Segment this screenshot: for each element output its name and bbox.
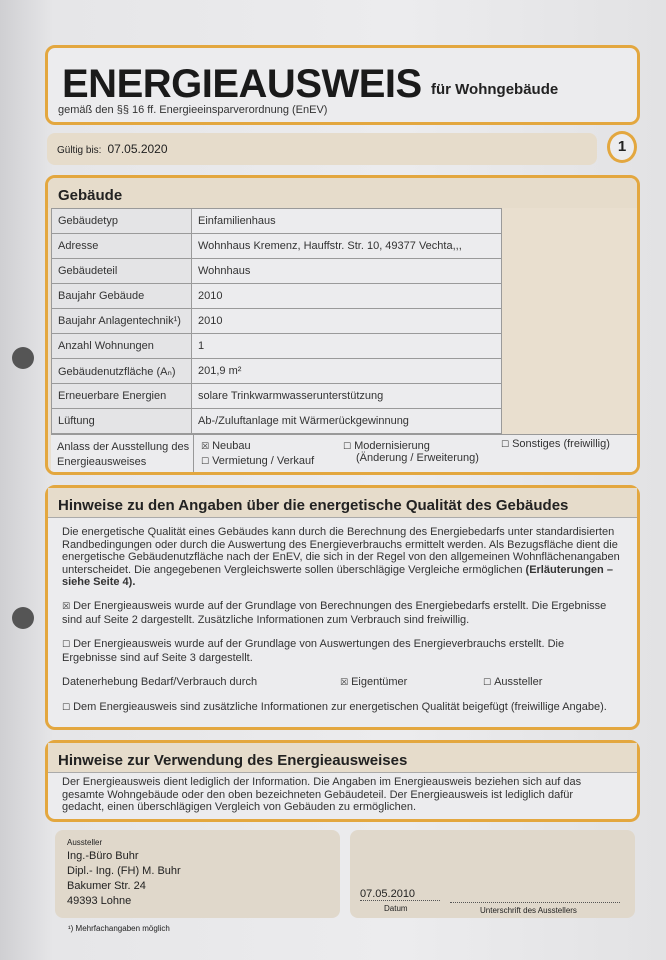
checkbox-icon[interactable]: ☐ [62, 703, 71, 713]
option-owner[interactable]: ☒ Eigentümer [340, 676, 408, 688]
issuer-line: 49393 Lohne [67, 895, 132, 907]
option-vermietung[interactable] [201, 455, 314, 467]
row-label: Baujahr Anlagentechnik¹) [52, 309, 192, 334]
reason-label: Anlass der Ausstellung des Energieausweises [57, 441, 190, 468]
checkbox-icon[interactable]: ☐ [62, 640, 71, 650]
checkbox-checked-icon[interactable]: ☒ [340, 678, 349, 688]
punch-hole [12, 347, 34, 369]
quality-section [45, 485, 640, 730]
table-row [52, 234, 502, 259]
row-value: 2010 [192, 309, 502, 334]
row-label: Anzahl Wohnungen [52, 334, 192, 359]
checkbox-icon[interactable]: ☐ [501, 440, 510, 450]
usage-section [45, 740, 640, 822]
table-row [52, 209, 502, 234]
option-neubau[interactable] [201, 440, 251, 452]
building-section [45, 175, 640, 475]
row-value: Wohnhaus Kremenz, Hauffstr. Str. 10, 49377 Vechta,,, [192, 234, 502, 259]
document-subtitle: für Wohngebäude [431, 81, 559, 98]
page-number: 1 [607, 131, 637, 163]
option-modernisierung[interactable] [343, 440, 479, 464]
option-energy-demand[interactable]: ☒ Der Energieausweis wurde auf der Grundlage von Berechnungen des Energiebedarfs erstellt. Die Ergebnisse sind auf Seite 2 dargestellt. Zusätzliche Informationen zum Verbrauch sind freiwillig. [62, 600, 607, 626]
issuer-label: Aussteller [67, 838, 103, 847]
option-sonstiges[interactable] [501, 438, 610, 450]
issuer-line: Dipl.- Ing. (FH) M. Buhr [67, 865, 181, 877]
table-row [52, 334, 502, 359]
signature-box [350, 830, 635, 918]
checkbox-icon[interactable]: ☐ [483, 678, 492, 688]
row-value: 1 [192, 334, 502, 359]
section-heading: Gebäude [48, 178, 637, 208]
table-row [52, 309, 502, 334]
row-label: Gebäudeteil [52, 259, 192, 284]
row-value: Ab-/Zuluftanlage mit Wärmerückgewinnung [192, 409, 502, 434]
building-table [51, 208, 502, 434]
option-label: Sonstiges (freiwillig) [512, 438, 610, 450]
issuer-line: Bakumer Str. 24 [67, 880, 146, 892]
table-row [52, 359, 502, 384]
row-value: Einfamilienhaus [192, 209, 502, 234]
row-value: 201,9 m² [192, 359, 502, 384]
checkbox-icon[interactable]: ☐ [201, 457, 210, 467]
option-sublabel: (Änderung / Erweiterung) [356, 452, 479, 464]
document-title: ENERGIEAUSWEIS [62, 62, 422, 106]
row-label: Erneuerbare Energien [52, 384, 192, 409]
row-label: Lüftung [52, 409, 192, 434]
section-heading: Hinweise zu den Angaben über die energetische Qualität des Gebäudes [48, 488, 637, 518]
row-label: Adresse [52, 234, 192, 259]
row-label: Baujahr Gebäude [52, 284, 192, 309]
row-value: solare Trinkwarmwasserunterstützung [192, 384, 502, 409]
document-header [45, 45, 640, 125]
row-label: Gebäudenutzfläche (Aₙ) [52, 359, 192, 384]
reason-row [51, 434, 638, 472]
issuer-box [55, 830, 340, 918]
option-label: Neubau [212, 440, 251, 452]
data-collection-label: Datenerhebung Bedarf/Verbrauch durch [62, 676, 258, 688]
option-label: Modernisierung [354, 440, 430, 452]
option-energy-consumption[interactable]: ☐ Der Energieausweis wurde auf der Grundlage von Auswertungen des Energieverbrauchs erstellt. Die Ergebnisse sind auf Seite 3 dargestellt. [62, 638, 565, 664]
signature-label: Unterschrift des Ausstellers [480, 906, 577, 915]
validity-bar [47, 133, 597, 165]
option-label: Vermietung / Verkauf [212, 455, 315, 467]
row-label: Gebäudetyp [52, 209, 192, 234]
checkbox-checked-icon[interactable]: ☒ [62, 602, 71, 612]
option-additional-info[interactable]: ☐ Dem Energieausweis sind zusätzliche Informationen zur energetischen Qualität beigefügt (freiwillige Angabe). [62, 701, 607, 713]
regulation-text: gemäß den §§ 16 ff. Energieeinsparverordnung (EnEV) [58, 104, 328, 116]
validity-label: Gültig bis: [57, 145, 102, 156]
table-row [52, 384, 502, 409]
section-heading: Hinweise zur Verwendung des Energieausweises [48, 743, 637, 773]
intro-text: Die energetische Qualität eines Gebäudes kann durch die Berechnung des Energiebedarfs unter standardisierten Randbedingungen oder durch die Auswertung des Energieverbrauchs ermittelt werden. Als Bezugsfläche dient die energetische Gebäudenutzfläche nach der EnEV, die sich in der Regel von den allgemeinen Wohnflächenangaben unterscheidet. Die angegebenen Vergleichswerte sollen überschlägige Vergleiche ermöglichen (Erläuterungen – siehe Seite 4). [62, 526, 620, 588]
table-row [52, 409, 502, 434]
punch-hole [12, 607, 34, 629]
issue-date: 07.05.2010 [360, 888, 440, 901]
table-row [52, 284, 502, 309]
table-row [52, 259, 502, 284]
usage-text: Der Energieausweis dient lediglich der Information. Die Angaben im Energieausweis beziehen sich auf das gesamte Wohngebäude oder den oben bezeichneten Gebäudeteil. Der Energieausweis ist lediglich dafür gedacht, einen überschlägigen Vergleich von Gebäuden zu ermöglichen. [62, 776, 582, 813]
row-value: Wohnhaus [192, 259, 502, 284]
checkbox-icon[interactable]: ☐ [343, 442, 352, 452]
option-issuer[interactable]: ☐ Aussteller [483, 676, 543, 688]
row-value: 2010 [192, 284, 502, 309]
checkbox-checked-icon[interactable]: ☒ [201, 442, 210, 452]
signature-line [450, 902, 620, 903]
issuer-line: Ing.-Büro Buhr [67, 850, 139, 862]
validity-date: 07.05.2020 [107, 142, 168, 156]
footnote: ¹) Mehrfachangaben möglich [68, 924, 170, 933]
date-label: Datum [384, 904, 408, 913]
